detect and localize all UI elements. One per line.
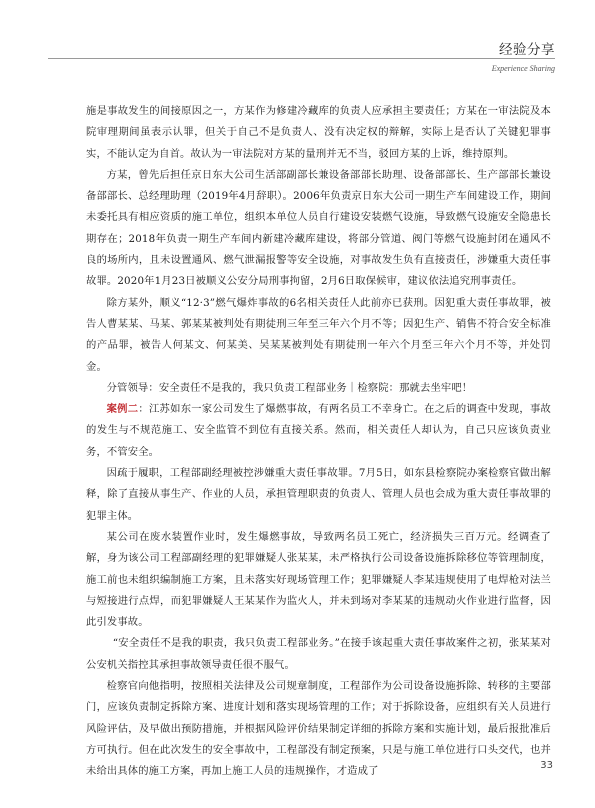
article-body [86, 101, 551, 783]
quote-paragraph: “安全责任不是我的职责，我只负责工程部业务。”在接手该起重大责任事故案件之初，张某某对公安机关指控其承担事故领导责任很不服气。 [86, 637, 551, 671]
paragraph: 施是事故发生的间接原因之一，方某作为修建冷藏库的负责人应承担主要责任；方某在一审法院及本院审理期间虽表示认罪，但关于自己不是负责人、没有决定权的辩解，实际上是否认了关键犯罪事实，不能认定为自首。故认为一审法院对方某的量刑并无不当，驳回方某的上诉，维持原判。 [86, 105, 551, 160]
header-divider [48, 58, 555, 59]
section-title: 经验分享 [499, 42, 555, 58]
paragraph: 方某，曾先后担任京日东大公司生活部副部长兼设备部部长助理、设备部部长、生产部部长兼设备部部长、总经理助理（2019年4月辞职）。2006年负责京日东大公司一期生产车间建设工作，期间未委托具有相应资质的施工单位，组织本单位人员自行建设安装燃气设施，导致燃气设施安全隐患长期存在；2018年负责一期生产车间内新建冷藏库建设，将部分管道、阀门等燃气设施封闭在通风不良的场所内，且未设置通风、燃气泄漏报警等安全设施，对事故发生负有直接责任，涉嫌重大责任事故罪。2020年1月23日被顺义公安分局刑事拘留，2月6日取保候审，建议依法追究刑事责任。 [86, 168, 551, 288]
paragraph: 检察官向他指明，按照相关法律及公司规章制度，工程部作为公司设备设施拆除、转移的主要部门，应该负责制定拆除方案、进度计划和落实现场管理的工作；对于拆除设备，应组织有关人员进行风险评估，及早做出预防措施，并根据风险评价结果制定详细的拆除方案和实施计划，最后报批准后方可执行。但在此次发生的安全事故中，工程部没有制定预案，只是与施工单位进行口头交代，也并未给出具体的施工方案，再加上施工人员的违规操作，才造成了 [86, 680, 551, 778]
paragraph: 某公司在废水装置作业时，发生爆燃事故，导致两名员工死亡，经济损失三百万元。经调查了解，身为该公司工程部副经理的犯罪嫌疑人张某某，未严格执行公司设备设施拆除移位等管理制度，施工前也未组织编制施工方案，且未落实好现场管理工作；犯罪嫌疑人李某违规使用了电焊枪对法兰与短接进行点焊，而犯罪嫌疑人王某某作为监火人，并未到场对李某某的违规动火作业进行监督，因此引发事故。 [86, 530, 551, 629]
paragraph: 因疏于履职，工程部副经理被控涉嫌重大责任事故罪。7月5日，如东县检察院办案检察官做出解释，除了直接从事生产、作业的人员，承担管理职责的负责人、管理人员也会成为重大责任事故罪的犯罪主体。 [86, 467, 551, 522]
case-paragraph [86, 399, 551, 463]
page-number: 33 [540, 760, 553, 771]
case-label: 案例二 [106, 403, 139, 416]
section-subtitle: Experience Sharing [491, 64, 555, 73]
case-text: ：江苏如东一家公司发生了爆燃事故，有两名员工不幸身亡。在之后的调查中发现，事故的发生与不规范施工、安全监管不到位有直接关系。然而，相关责任人却认为，自己只应该负责业务，不管安全。 [86, 403, 551, 458]
subheading: 分管领导：安全责任不是我的，我只负责工程部业务｜检察院：那就去坐牢吧！ [106, 381, 473, 394]
paragraph: 除方某外，顺义“12·3”燃气爆炸事故的6名相关责任人此前亦已获刑。因犯重大责任事故罪，被告人曹某某、马某、郭某某被判处有期徒刑三年至三年六个月不等；因犯生产、销售不符合安全标准的产品罪，被告人何某文、何某美、吴某某被判处有期徒刑一年六个月至三年六个月不等，并处罚金。 [86, 296, 551, 373]
